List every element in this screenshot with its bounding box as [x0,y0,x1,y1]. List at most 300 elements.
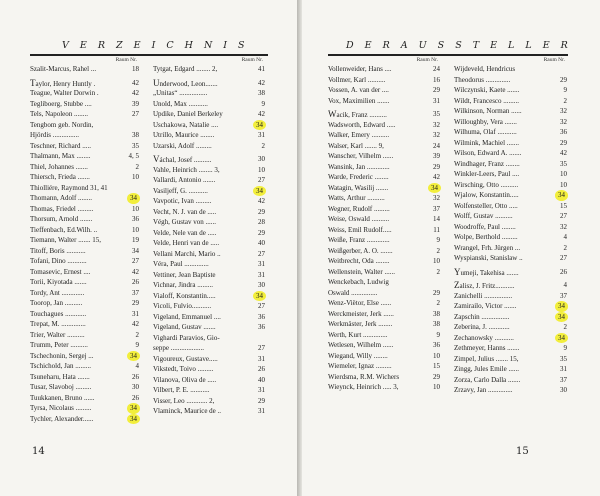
exhibitor-name: Updike, Daniel Berkeley [153,110,223,118]
exhibitor-entry [328,340,441,351]
exhibitor-name: Véra, Paul .............. [153,260,209,268]
exhibitor-entry [328,141,441,152]
exhibitor-entry [153,249,266,260]
left-page-number: 14 [32,446,45,457]
exhibitor-entry [328,130,441,141]
exhibitor-entry [454,190,568,201]
room-number: 29 [433,288,440,297]
room-number: 10 [132,225,139,234]
exhibitor-name: Vellani Marchi, Mario .. [153,249,221,258]
exhibitor-name: Vichnar, Jindra ......... [153,281,213,289]
exhibitor-entry [328,96,441,107]
exhibitor-name: Visser, Leo ............ 2, [153,396,215,405]
exhibitor-name: Tychler, Alexander...... [30,414,94,423]
exhibitor-name: Szalit-Marcus, Rahel ... [30,65,97,73]
exhibitor-name: Vallardi, Antonio ....... [153,176,216,184]
exhibitor-name: Tytgat, Edgard ........ 2, [153,65,218,73]
exhibitor-entry [153,385,266,396]
exhibitor-entry [153,120,266,131]
room-number: 31 [258,260,265,268]
exhibitor-name: Warde, Frederic ........ [328,173,389,181]
room-number: 2 [135,330,139,339]
room-number: 36 [433,341,440,349]
exhibitor-entry [30,162,140,173]
exhibitor-entry [454,312,568,323]
exhibitor-name: Vikstedt, Toivo ......... [153,365,214,373]
room-number: 31 [258,270,265,279]
exhibitor-entry [328,319,441,330]
exhibitor-name: Wadsworth, Edward ..... [328,120,396,129]
exhibitor-entry [454,222,568,233]
exhibitor-entry [30,382,140,393]
exhibitor-name: Unold, Max ........... [153,99,208,108]
exhibitor-entry [30,288,140,299]
exhibitor-name: Wirsching, Otto .......... [454,180,519,189]
exhibitor-name: Wrangel, Frh. Jürgen ... [454,243,521,252]
room-number: 2 [436,246,440,255]
exhibitor-entry [153,312,266,323]
raum-nr-label: Raum Nr. [241,57,263,63]
exhibitor-entry [30,214,140,225]
room-number: 29 [258,228,265,237]
exhibitor-name: Zrzavy, Jan .............. [454,386,513,394]
exhibitor-entry [328,225,441,236]
exhibitor-entry [328,309,441,320]
exhibitor-entry [328,330,441,341]
exhibitor-name: Wilson, Edward A. ....... [454,149,522,157]
exhibitor-name: Walker, Emery .......... [328,131,390,139]
exhibitor-name: Vilbert, P. E. ........... [153,386,210,394]
exhibitor-entry [153,291,266,302]
exhibitor-name: Wansink, Jan ............. [328,162,390,171]
exhibitor-name: Vigeland, Gustav ....... [153,323,216,331]
exhibitor-name: Underwood, Leon....... [153,77,218,88]
room-number: 30 [258,155,265,163]
exhibitor-entry [153,301,266,312]
exhibitor-entry [153,217,266,228]
room-number: 31 [132,309,139,318]
exhibitor-name: Torii, Kiyotada ....... [30,278,87,286]
exhibitor-name: Windhager, Franz ........ [454,159,520,168]
exhibitor-name: Weise, Oswald .......... [328,215,390,223]
exhibitor-entry [153,228,266,239]
room-number: 9 [563,86,567,94]
exhibitor-entry [454,333,568,344]
exhibitor-entry [30,330,140,341]
exhibitor-name: Velde, Nele van de ..... [153,228,217,237]
room-number: 32 [560,222,567,231]
left-page [0,0,297,496]
room-number: 26 [132,372,139,381]
exhibitor-name: Vecht, N. J. van de ..... [153,207,217,216]
room-number: 26 [132,393,139,402]
exhibitor-name: Vigoureux, Gustave..... [153,354,218,363]
exhibitor-entry [454,75,568,86]
exhibitor-entry [30,256,140,267]
room-number: 37 [560,291,567,300]
exhibitor-name: Wieynck, Heinrich ..... 3, [328,383,399,391]
exhibitor-entry [153,165,266,176]
exhibitor-name: Wilmink, Machiel ....... [454,138,520,147]
room-number: 27 [258,249,265,258]
room-number: 4 [563,233,567,241]
exhibitor-name: Thomas, Friedel ......... [30,204,94,213]
exhibitor-entry [328,64,441,75]
exhibitor-entry [30,267,140,278]
room-number: 27 [560,254,567,262]
exhibitor-entry [454,322,568,333]
exhibitor-name: seppe ................... [153,344,204,352]
exhibitor-name: Taylor, Henry Huntly . [30,77,96,88]
exhibitor-entry [30,393,140,404]
left-column-1 [30,56,140,424]
exhibitor-entry [153,196,266,207]
exhibitor-name: Yumeji, Takehisa ....... [454,266,519,277]
exhibitor-name: Wiemeler, Ignaz ......... [328,362,392,370]
exhibitor-entry [153,141,266,152]
exhibitor-name: Zalisz, J. Fritz........... [454,280,515,290]
room-number: 31 [433,96,440,105]
highlighted-room-number: 34 [253,120,266,131]
room-number: 35 [132,141,139,150]
exhibitor-entry [454,354,568,365]
room-number: 24 [433,141,440,150]
exhibitor-entry [454,253,568,264]
exhibitor-name: Zamirailo, Victor ....... [454,302,517,310]
exhibitor-name: Velde, Henri van de ..... [153,239,220,247]
exhibitor-name: Vilanova, Oliva de ..... [153,375,217,384]
room-number: 2 [563,323,567,331]
exhibitor-name: Vox, Maximilien ....... [328,96,390,105]
exhibitor-entry [328,267,441,278]
exhibitor-entry [328,382,441,393]
exhibitor-entry [328,172,441,183]
exhibitor-name: Thiel, Johannes ....... [30,162,88,171]
exhibitor-name: Vollenweider, Hans .... [328,65,392,73]
exhibitor-name: Thiolliére, Raymond 31, 41 [30,183,108,192]
highlighted-room-number: 34 [253,291,266,302]
room-number: 29 [433,372,440,381]
exhibitor-name: Oswald ............... [328,288,378,297]
exhibitor-name: Wenckebach, Ludwig [328,278,389,286]
exhibitor-entry [454,211,568,222]
exhibitor-name: Weiße, Franz ............. [328,236,390,244]
room-number: 40 [258,375,265,384]
exhibitor-name: Zanichelli ................ [454,291,513,300]
exhibitor-entry [153,322,266,333]
room-number: 42 [132,320,139,328]
room-number: 38 [132,131,139,139]
exhibitor-name: Wijdeveld, Hendricus [454,65,516,73]
exhibitor-name: Wiegand, Willy ........ [328,351,388,360]
exhibitor-entry [153,64,266,75]
room-number: 10 [132,173,139,181]
exhibitor-entry [30,340,140,351]
exhibitor-entry [328,235,441,246]
exhibitor-name: Tengbom geb. Nordin, [30,120,94,129]
exhibitor-name: Vlaminck, Maurice de .. [153,407,222,415]
exhibitor-entry [30,309,140,320]
room-number: 18 [132,65,139,73]
exhibitor-name: Tuukkanen, Bruno ...... [30,393,95,402]
exhibitor-entry [153,333,266,344]
exhibitor-name: Trepat, M. .............. [30,320,86,328]
exhibitor-entry [454,85,568,96]
exhibitor-entry [30,183,140,194]
exhibitor-name: Walser, Karl ....... 9, [328,141,384,150]
room-number: 9 [261,99,265,108]
exhibitor-name: Trumm, Peter .......... [30,341,88,349]
room-number: 2 [436,267,440,276]
room-number: 40 [258,239,265,247]
highlighted-room-number: 34 [127,351,140,362]
exhibitor-name: Végh, Gustav von ...... [153,218,216,226]
room-number: 32 [433,120,440,129]
room-number: 41 [258,65,265,73]
highlighted-room-number: 34 [127,414,140,425]
exhibitor-entry [30,193,140,204]
exhibitor-name: Wetlesen, Wilhelm ...... [328,341,394,349]
exhibitor-entry [328,75,441,86]
exhibitor-name: Tieffenbach, Ed.Wilh. .. [30,225,98,234]
room-number: 9 [436,236,440,244]
highlighted-room-number: 34 [555,333,568,344]
room-number: 10 [560,170,567,178]
exhibitor-name: Teague, Walter Dorwin . [30,89,99,97]
exhibitor-entry [153,406,266,417]
exhibitor-name: Titoff, Boris ........... [30,246,86,255]
exhibitor-entry [328,246,441,257]
exhibitor-entry [30,109,140,120]
room-number: 30 [560,386,567,394]
right-column-2 [454,56,568,396]
room-number: 31 [560,365,567,373]
exhibitor-entry [454,138,568,149]
room-number: 34 [132,246,139,255]
exhibitor-name: Vavpotic, Ivan ......... [153,197,212,205]
exhibitor-name: Zorza, Carlo Dalla ....... [454,375,521,384]
exhibitor-name: Werth, Kurt .............. [328,330,388,339]
room-number: 29 [258,396,265,405]
exhibitor-name: Vasiljeff, G. ........... [153,186,208,195]
room-number: 32 [560,117,567,126]
exhibitor-entry [328,298,441,309]
exhibitor-name: Wenz-Viëtor, Else ...... [328,299,392,307]
exhibitor-name: Willoughby, Vera ....... [454,117,517,126]
highlighted-room-number: 34 [555,312,568,323]
exhibitor-entry [328,162,441,173]
exhibitor-name: Zapschin ................ [454,312,510,321]
highlighted-room-number: 34 [428,183,441,194]
exhibitor-entry [30,141,140,152]
exhibitor-name: Vicoli, Fulvio........... [153,302,212,310]
exhibitor-entry [30,88,140,99]
exhibitor-entry [30,372,140,383]
room-number: 9 [135,341,139,349]
room-number: 10 [258,165,265,174]
exhibitor-name: Zechanowsky ........... [454,333,514,342]
room-number: 27 [258,344,265,352]
exhibitor-entry [153,354,266,365]
room-number: 38 [258,89,265,97]
raum-nr-label: Raum Nr. [115,57,137,63]
exhibitor-entry [454,148,568,159]
room-number: 27 [132,257,139,265]
exhibitor-entry [30,319,140,330]
exhibitor-name: Tiemann, Walter ....... 15, [30,236,101,244]
room-number: 31 [258,354,265,363]
exhibitor-name: Tsuneharu, Hata ....... [30,372,90,381]
exhibitor-name: Utrillo, Maurice ........ [153,131,215,139]
exhibitor-name: Zethmeyer, Hanns ....... [454,344,520,352]
exhibitor-entry [328,109,441,120]
room-number: 4 [135,362,139,370]
room-number: 37 [560,375,567,384]
exhibitor-name: Váchal, Josef .......... [153,154,212,164]
exhibitor-name: Tegliboerg, Stubbe .... [30,99,92,108]
room-number: 35 [560,354,567,363]
exhibitor-name: Tordy, Ant ............. [30,288,85,297]
exhibitor-name: Vollmer, Karl .......... [328,75,386,84]
room-number: 31 [258,131,265,139]
exhibitor-entry [153,88,266,99]
exhibitor-name: Vettiner, Jean Baptiste [153,270,216,279]
room-number: 9 [436,330,440,339]
exhibitor-name: Wolpe, Berthold ......... [454,233,518,241]
exhibitor-entry [328,277,441,288]
exhibitor-name: Zingg, Jules Emile ...... [454,365,519,373]
highlighted-room-number: 34 [127,403,140,414]
exhibitor-entry [30,78,140,89]
exhibitor-name: Vialoff, Konstantin..... [153,291,216,300]
exhibitor-name: Tels, Napoleon ........ [30,110,89,118]
exhibitor-entry [454,375,568,386]
exhibitor-entry [30,403,140,414]
exhibitor-entry [454,364,568,375]
room-number: 10 [433,383,440,391]
room-number: 15 [560,201,567,210]
room-number: 42 [258,197,265,205]
room-number: 29 [433,162,440,171]
exhibitor-entry [454,267,568,278]
room-number: 31 [258,386,265,394]
room-number: 35 [433,110,440,118]
exhibitor-name: Weitbrecht, Oda ........ [328,257,390,265]
exhibitor-entry [30,120,140,131]
exhibitor-name: Wilhuma, Olaf ........... [454,128,517,136]
exhibitor-name: Tschechonin, Sergej ... [30,351,94,360]
exhibitor-name: Teschner, Richard ..... [30,141,92,150]
exhibitor-entry [30,298,140,309]
exhibitor-name: Thalmann, Max ........ [30,152,91,160]
room-number: 32 [560,107,567,115]
room-number: 2 [563,96,567,105]
room-number: 30 [132,383,139,391]
room-number: 38 [433,320,440,328]
exhibitor-name: Watagin, Wasilij ....... [328,183,389,192]
room-number: 10 [433,257,440,265]
room-number: 16 [433,75,440,84]
room-number: 15 [433,362,440,370]
exhibitor-name: Werkmäster, Jerk ........ [328,320,393,328]
room-number: 42 [433,173,440,181]
exhibitor-name: Wierdsma, R.M. Wichers [328,372,400,381]
room-number: 29 [560,138,567,147]
exhibitor-name: Vigeland, Emmanuel .... [153,312,221,321]
room-number: 2 [563,243,567,252]
room-number: 29 [433,86,440,94]
exhibitor-name: Wjalow, Konstantin..... [454,191,519,199]
exhibitor-name: Winkler-Leers, Paul .... [454,170,520,178]
room-number: 29 [132,299,139,307]
exhibitor-name: „Unitas“ ................ [153,89,208,97]
exhibitor-entry [454,169,568,180]
exhibitor-entry [454,180,568,191]
exhibitor-entry [328,183,441,194]
exhibitor-entry [454,127,568,138]
room-number: 4, 5 [128,152,139,160]
exhibitor-entry [328,204,441,215]
exhibitor-entry [153,238,266,249]
exhibitor-entry [30,235,140,246]
exhibitor-name: Wacik, Franz .......... [328,109,387,119]
exhibitor-name: Wyspianski, Stanislaw .. [454,254,523,262]
exhibitor-name: Tomasevic, Ernest .... [30,267,91,276]
right-page [302,0,600,496]
room-number: 42 [560,149,567,157]
exhibitor-name: Uschakowa, Natalie .... [153,120,219,129]
exhibitor-entry [454,201,568,212]
exhibitor-entry [153,186,266,197]
room-number: 36 [560,128,567,136]
exhibitor-entry [328,193,441,204]
exhibitor-name: Wellenstein, Walter ...... [328,267,395,276]
room-number: 27 [258,302,265,310]
exhibitor-entry [30,225,140,236]
exhibitor-entry [153,270,266,281]
exhibitor-entry [454,64,568,75]
exhibitor-entry [30,351,140,362]
room-number: 38 [433,309,440,318]
exhibitor-name: Vahle, Heinrich ........ 3, [153,165,220,174]
room-number: 42 [132,89,139,97]
room-number: 32 [433,131,440,139]
exhibitor-name: Tusar, Slavoboj ......... [30,383,92,391]
room-number: 4 [563,281,567,289]
exhibitor-name: Theodorus .............. [454,75,511,84]
exhibitor-entry [153,259,266,270]
exhibitor-entry [454,280,568,291]
room-number: 26 [258,365,265,373]
exhibitor-entry [454,159,568,170]
exhibitor-name: Watts, Arthur .......... [328,194,385,202]
exhibitor-name: Trier, Walter .......... [30,330,85,339]
exhibitor-entry [153,343,266,354]
exhibitor-name: Zeberina, J. ............ [454,323,510,331]
exhibitor-name: Wolff, Gustav .......... [454,212,513,220]
exhibitor-entry [153,99,266,110]
room-number: 2 [436,299,440,307]
exhibitor-name: Uzarski, Adolf ......... [153,141,212,150]
exhibitor-name: Wanscher, Vilhelm ...... [328,152,394,160]
exhibitor-entry [454,106,568,117]
room-number: 11 [433,225,440,234]
exhibitor-name: Zimpel, Julius ....... 15, [454,354,519,363]
exhibitor-name: Toorop, Jan .......... [30,299,83,307]
exhibitor-name: Wilkinson, Norman ...... [454,107,522,115]
exhibitor-entry [30,277,140,288]
room-number: 42 [132,267,139,276]
